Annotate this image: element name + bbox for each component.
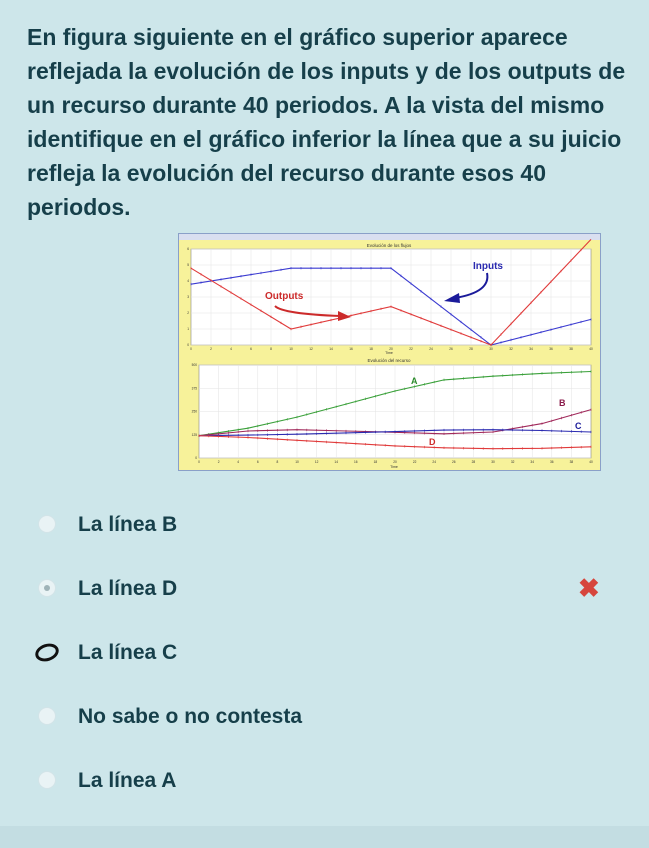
top-xtick-label: 40 xyxy=(589,347,593,351)
line-d-label: D xyxy=(429,437,436,447)
top-xtick-label: 8 xyxy=(270,347,272,351)
top-xtick-label: 34 xyxy=(529,347,533,351)
top-xtick-label: 0 xyxy=(190,347,192,351)
line-c-label: C xyxy=(575,421,582,431)
bottom-xtick-label: 10 xyxy=(295,460,299,464)
option-radio-no-answer[interactable] xyxy=(38,707,56,725)
top-xtick-label: 28 xyxy=(469,347,473,351)
bottom-chart-title: Evolución del recurso xyxy=(367,358,411,363)
top-ytick-label: 1 xyxy=(187,327,189,331)
top-xtick-label: 20 xyxy=(389,347,393,351)
top-xtick-label: 36 xyxy=(549,347,553,351)
figure-title-bar xyxy=(179,234,600,240)
top-chart-title: Evolución de los flujos xyxy=(366,243,412,248)
option-line-a[interactable] xyxy=(0,761,649,801)
bottom-xtick-label: 38 xyxy=(569,460,574,464)
top-xtick-label: 4 xyxy=(230,347,232,351)
option-label-no-answer: No sabe o no contesta xyxy=(78,705,303,728)
top-ytick-label: 4 xyxy=(187,279,189,283)
option-line-b[interactable] xyxy=(0,505,649,545)
top-xtick-label: 14 xyxy=(329,347,333,351)
option-radio-c[interactable] xyxy=(33,641,61,665)
bottom-xtick-label: 34 xyxy=(530,460,534,464)
bottom-xtick-label: 32 xyxy=(510,460,515,464)
bottom-ytick-label: 250 xyxy=(191,409,197,414)
bottom-xtick-label: 18 xyxy=(373,460,378,464)
wrong-answer-icon: ✖ xyxy=(578,573,600,603)
option-label-c: La línea C xyxy=(78,641,178,664)
top-ytick-label: 2 xyxy=(187,311,189,315)
option-radio-b[interactable] xyxy=(38,515,56,533)
bottom-xtick-label: 4 xyxy=(237,460,240,464)
top-ytick-label: 5 xyxy=(187,263,189,267)
bottom-ytick-label: 375 xyxy=(191,386,197,391)
bottom-xtick-label: 8 xyxy=(276,460,279,464)
top-xtick-label: 24 xyxy=(429,347,433,351)
option-radio-d[interactable] xyxy=(38,579,56,597)
option-label-b: La línea B xyxy=(78,513,178,536)
bottom-xtick-label: 6 xyxy=(256,460,259,464)
top-ytick-label: 3 xyxy=(187,295,189,299)
bottom-ytick-label: 500 xyxy=(191,363,197,367)
bottom-xtick-label: 16 xyxy=(354,460,358,464)
option-no-answer[interactable] xyxy=(0,697,649,737)
bottom-bar xyxy=(0,826,649,848)
bottom-xtick-label: 24 xyxy=(432,460,436,464)
bottom-ytick-label: 125 xyxy=(191,432,197,437)
question-text: En figura siguiente en el gráfico superior aparece reflejada la evolución de los inputs y de los outputs de un recurso durante 40 periodos. A la vista del mismo identifique en el gráfico inferior la línea que a su juicio refleja la evolución del recurso durante esos 40 periodos. xyxy=(27,24,626,220)
bottom-xtick-label: 0 xyxy=(198,460,200,464)
option-label-a: La línea A xyxy=(78,769,177,792)
top-xtick-label: 32 xyxy=(509,347,513,351)
top-chart-xlabel: Time xyxy=(385,351,393,355)
bottom-xtick-label: 22 xyxy=(412,460,417,464)
bottom-xtick-label: 36 xyxy=(550,460,554,464)
flows-resource-figure xyxy=(178,233,601,471)
top-xtick-label: 2 xyxy=(210,347,212,351)
top-xtick-label: 10 xyxy=(289,347,293,351)
bottom-xtick-label: 14 xyxy=(334,460,338,464)
top-xtick-label: 16 xyxy=(349,347,353,351)
bottom-chart-xlabel: Time xyxy=(390,465,398,469)
bottom-ytick-label: 0 xyxy=(195,456,197,460)
option-line-c[interactable] xyxy=(0,633,649,673)
bottom-xtick-label: 40 xyxy=(589,460,593,464)
option-label-d: La línea D xyxy=(78,577,178,600)
top-xtick-label: 18 xyxy=(369,347,373,351)
top-xtick-label: 38 xyxy=(569,347,573,351)
bottom-xtick-label: 2 xyxy=(217,460,220,464)
bottom-xtick-label: 20 xyxy=(393,460,397,464)
outputs-annotation: Outputs xyxy=(265,291,304,302)
line-a-label: A xyxy=(411,376,418,386)
option-radio-a[interactable] xyxy=(38,771,56,789)
bottom-xtick-label: 26 xyxy=(452,460,456,464)
inputs-annotation: Inputs xyxy=(473,261,503,272)
top-xtick-label: 22 xyxy=(409,347,413,351)
top-ytick-label: 0 xyxy=(187,343,189,347)
top-ytick-label: 6 xyxy=(187,247,189,251)
top-xtick-label: 12 xyxy=(309,347,313,351)
figure-canvas xyxy=(179,234,600,470)
line-b-label: B xyxy=(559,398,566,408)
option-line-d[interactable] xyxy=(0,569,649,609)
bottom-xtick-label: 28 xyxy=(471,460,476,464)
top-xtick-label: 26 xyxy=(449,347,453,351)
top-xtick-label: 30 xyxy=(489,347,493,351)
top-xtick-label: 6 xyxy=(250,347,252,351)
bottom-xtick-label: 12 xyxy=(314,460,319,464)
bottom-xtick-label: 30 xyxy=(491,460,495,464)
